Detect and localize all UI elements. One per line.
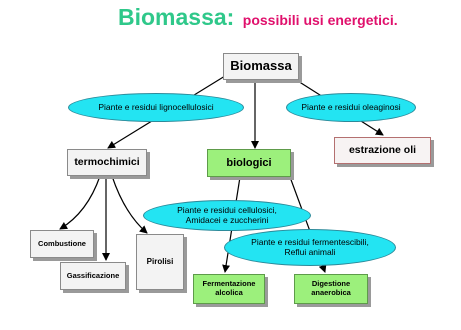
node-combustione-label: Combustione <box>38 238 86 248</box>
ellipse-oleaginosi <box>286 93 416 122</box>
node-pirolisi <box>136 234 184 290</box>
ellipse-cellulosici <box>143 200 311 231</box>
node-pirolisi-label: Pirolisi <box>146 257 174 267</box>
title-subtitle: possibili usi energetici. <box>242 12 398 28</box>
node-estrazione-oli-label: estrazione oli <box>348 144 417 157</box>
node-digestione-anaerobica <box>294 274 368 304</box>
ellipse-lignocellulosici-label: Piante e residui lignocellulosici <box>98 101 214 112</box>
ellipse-lignocellulosici <box>68 93 244 122</box>
ellipse-fermentescibili-label: Piante e residui fermentescibili, Reflui animali <box>251 237 369 257</box>
node-gassificazione-label: Gassificazione <box>66 270 120 280</box>
node-termochimici-label: termochimici <box>74 156 140 169</box>
node-combustione <box>30 230 94 258</box>
node-termochimici <box>67 149 147 176</box>
node-gassificazione <box>60 262 126 290</box>
node-fermentazione-alcolica <box>193 274 265 304</box>
node-fermentazione-alcolica-label: Fermentazione alcolica <box>202 279 256 297</box>
ellipse-cellulosici-label: Piante e residui cellulosici, Amidacei e zuccherini <box>177 205 277 225</box>
title-main: Biomassa: <box>118 4 235 30</box>
node-biomassa-label: Biomassa <box>230 58 292 74</box>
node-biologici-label: biologici <box>226 156 272 169</box>
arrow-termochimici-combustione <box>60 176 100 229</box>
ellipse-fermentescibili <box>224 229 396 266</box>
ellipse-oleaginosi-label: Piante e residui oleaginosi <box>301 101 401 112</box>
node-biologici <box>207 149 291 177</box>
node-biomassa <box>223 53 299 80</box>
node-estrazione-oli <box>334 137 431 164</box>
arrow-termochimici-pirolisi <box>112 176 147 233</box>
node-digestione-anaerobica-label: Digestione anaerobica <box>311 279 351 297</box>
